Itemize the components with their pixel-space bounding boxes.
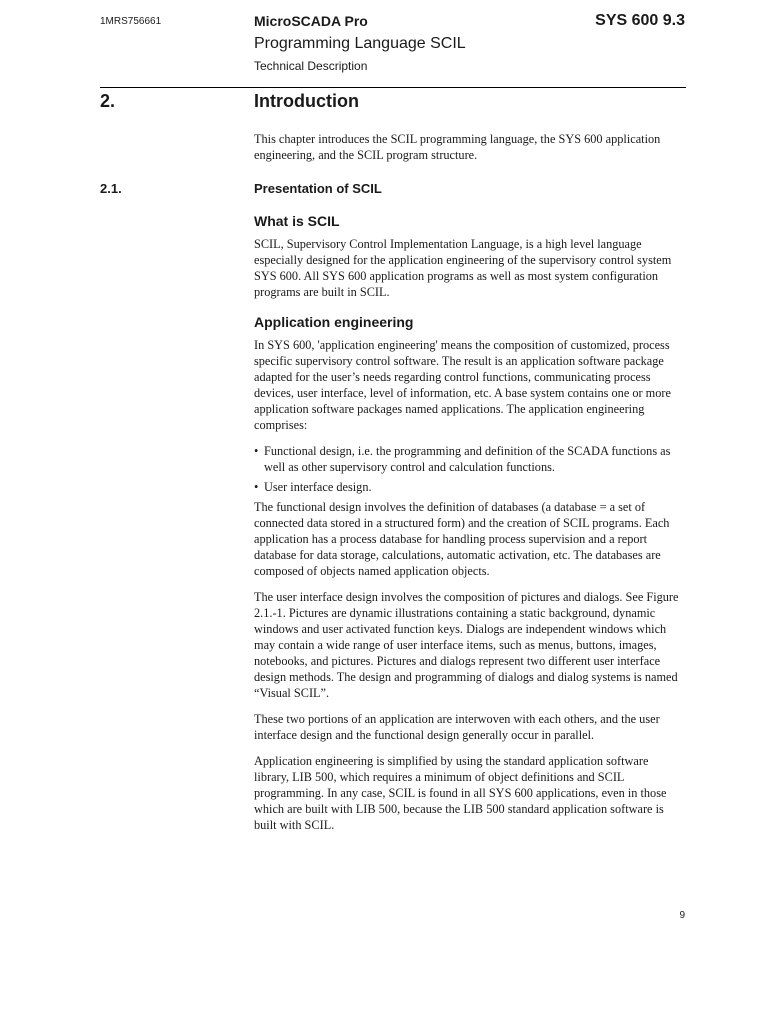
paragraph: The functional design involves the definition of databases (a database = a set of connected data stored in a structured form) and the creation of SCIL programs. Each application has a process database for handling process supervision and a report database for data storage, calculations, automatic activation, etc. The databases are composed of objects named application objects. [254, 500, 670, 578]
paragraph: These two portions of an application are interwoven with each others, and the user interface design and the functional design generally occur in parallel. [254, 712, 660, 742]
section-number: 2.1. [100, 181, 122, 196]
page-number: 9 [679, 910, 685, 921]
list-item-text: User interface design. [264, 480, 372, 494]
list-item [254, 479, 686, 495]
header-divider [100, 87, 686, 88]
paragraph: The user interface design involves the composition of pictures and dialogs. See Figure 2.1.-1. Pictures are dynamic illustrations containing a static background, dynamic windows and user activated function keys. Dialogs are independent windows which may contain a wide range of user interface items, such as menus, buttons, images, notebooks, and pictures. Pictures and dialogs represent two different user interface design methods. The design and programming of dialogs and dialog systems is named “Visual SCIL”. [254, 590, 679, 700]
document-type: Technical Description [254, 59, 368, 73]
list-item [254, 443, 686, 475]
subsection-title-what-is-scil: What is SCIL [254, 213, 340, 229]
bullet-symbol: • [254, 480, 259, 494]
list-item-text: Functional design, i.e. the programming and definition of the SCADA functions as well as other supervisory control and calculation functions. [264, 444, 671, 474]
bullet-symbol: • [254, 444, 259, 458]
subsection-title-application-engineering: Application engineering [254, 314, 414, 330]
chapter-title: Introduction [254, 91, 359, 111]
chapter-intro [254, 131, 686, 163]
product-version: SYS 600 9.3 [595, 12, 685, 29]
product-name: MicroSCADA Pro [254, 13, 368, 29]
bullet-list [254, 443, 686, 495]
paragraph: SCIL, Supervisory Control Implementation Language, is a high level language especially designed for the application engineering of the supervisory control system SYS 600. All SYS 600 application programs as well as most system configuration programs are built in SCIL. [254, 237, 672, 299]
chapter-number: 2. [100, 91, 116, 111]
section-title: Presentation of SCIL [254, 181, 382, 196]
paragraph: In SYS 600, 'application engineering' means the composition of customized, process specific supervisory control software. The result is an application software package adapted for the user’s needs regarding control functions, communicating process devices, user interface, level of information, etc. A base system contains one or more application software packages named applications. The application engineering comprises: [254, 338, 671, 432]
manual-title: Programming Language SCIL [254, 35, 466, 52]
subsection-body-application-engineering [254, 337, 686, 843]
subsection-body-what-is-scil [254, 236, 686, 300]
paragraph: Application engineering is simplified by using the standard application software library, LIB 500, which requires a minimum of object definitions and SCIL programming. In any case, SCIL is found in all SYS 600 applications, even in those which are built with LIB 500, because the LIB 500 standard application software is built with SCIL. [254, 754, 667, 832]
document-id: 1MRS756661 [100, 16, 162, 27]
chapter-intro-text: This chapter introduces the SCIL programming language, the SYS 600 application engineering, and the SCIL program structure. [254, 132, 661, 162]
